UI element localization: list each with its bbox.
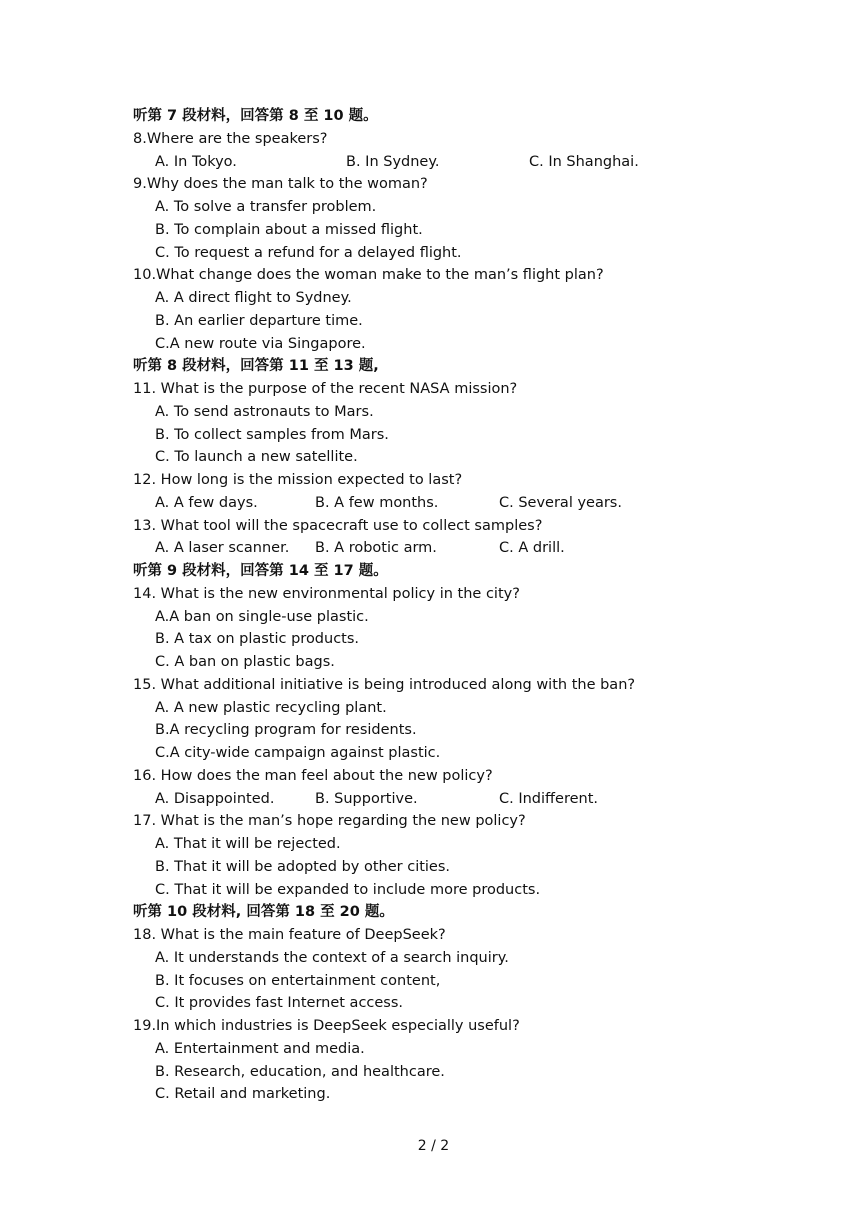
option-a: A. That it will be rejected.	[155, 836, 341, 852]
question-9: 9.Why does the man talk to the woman?	[133, 176, 428, 193]
section-heading: 听第 7 段材料，回答第 8 至 10 题。	[133, 108, 378, 124]
question-14: 14. What is the new environmental policy in the city?	[133, 585, 520, 602]
option-b: B. Supportive.	[315, 790, 418, 807]
option-a: A. Disappointed.	[155, 790, 275, 807]
option-b: B. Research, education, and healthcare.	[155, 1063, 445, 1080]
section-heading: 听第 8 段材料，回答第 11 至 13 题,	[133, 358, 379, 375]
question-19: 19.In which industries is DeepSeek especially useful?	[133, 1018, 520, 1034]
option-c: C. To request a refund for a delayed flight.	[155, 244, 462, 261]
option-b: B. A few months.	[315, 494, 439, 511]
question-18: 18. What is the main feature of DeepSeek?	[133, 927, 446, 943]
option-b: B. A tax on plastic products.	[155, 631, 360, 648]
option-b: B. To collect samples from Mars.	[155, 426, 389, 443]
question-13-options	[133, 537, 833, 560]
option-a: A. A new plastic recycling plant.	[155, 699, 387, 716]
option-b: B. In Sydney.	[346, 153, 440, 170]
section-heading: 听第 9 段材料，回答第 14 至 17 题。	[133, 563, 388, 579]
section-heading: 听第 10 段材料, 回答第 18 至 20 题。	[133, 904, 394, 921]
question-11: 11. What is the purpose of the recent NASA mission?	[133, 381, 518, 397]
question-16: 16. How does the man feel about the new policy?	[133, 767, 493, 784]
option-b: B. An earlier departure time.	[155, 312, 363, 329]
question-10: 10.What change does the woman make to the man’s flight plan?	[133, 267, 604, 284]
option-a: A.A ban on single-use plastic.	[155, 608, 369, 625]
page-number: 2 / 2	[417, 1138, 450, 1154]
option-c: C. A ban on plastic bags.	[155, 654, 335, 670]
option-b: B. A robotic arm.	[315, 540, 437, 557]
option-b: B. That it will be adopted by other cities.	[155, 858, 451, 875]
question-12-options	[133, 492, 833, 515]
option-c: C. To launch a new satellite.	[155, 449, 358, 466]
option-c: C.A city-wide campaign against plastic.	[155, 745, 441, 761]
option-a: A. In Tokyo.	[155, 153, 237, 170]
option-c: C. In Shanghai.	[529, 153, 639, 170]
option-a: A. A direct flight to Sydney.	[155, 290, 352, 306]
option-c: C. It provides fast Internet access.	[155, 995, 404, 1012]
option-a: A. It understands the context of a search inquiry.	[155, 949, 509, 966]
question-15: 15. What additional initiative is being introduced along with the ban?	[133, 676, 636, 693]
option-c: C. Retail and marketing.	[155, 1086, 331, 1103]
option-b: B. It focuses on entertainment content,	[155, 972, 441, 989]
option-a: A. A laser scanner.	[155, 540, 290, 557]
exam-content	[133, 105, 833, 1106]
question-8-options	[133, 151, 833, 174]
option-c: C. A drill.	[499, 540, 565, 557]
option-c: C. That it will be expanded to include more products.	[155, 881, 541, 898]
question-13: 13. What tool will the spacecraft use to collect samples?	[133, 517, 543, 534]
option-b: B. To complain about a missed flight.	[155, 221, 423, 238]
option-a: A. To solve a transfer problem.	[155, 199, 377, 215]
question-17: 17. What is the man’s hope regarding the new policy?	[133, 813, 526, 830]
question-12: 12. How long is the mission expected to last?	[133, 472, 463, 488]
question-16-options	[133, 788, 833, 811]
option-a: A. To send astronauts to Mars.	[155, 403, 374, 420]
option-a: A. A few days.	[155, 494, 258, 511]
question-8: 8.Where are the speakers?	[133, 130, 328, 147]
option-c: C. Several years.	[499, 494, 622, 511]
option-a: A. Entertainment and media.	[155, 1040, 365, 1057]
option-c: C.A new route via Singapore.	[155, 335, 366, 352]
option-c: C. Indifferent.	[499, 790, 599, 807]
option-b: B.A recycling program for residents.	[155, 722, 417, 739]
